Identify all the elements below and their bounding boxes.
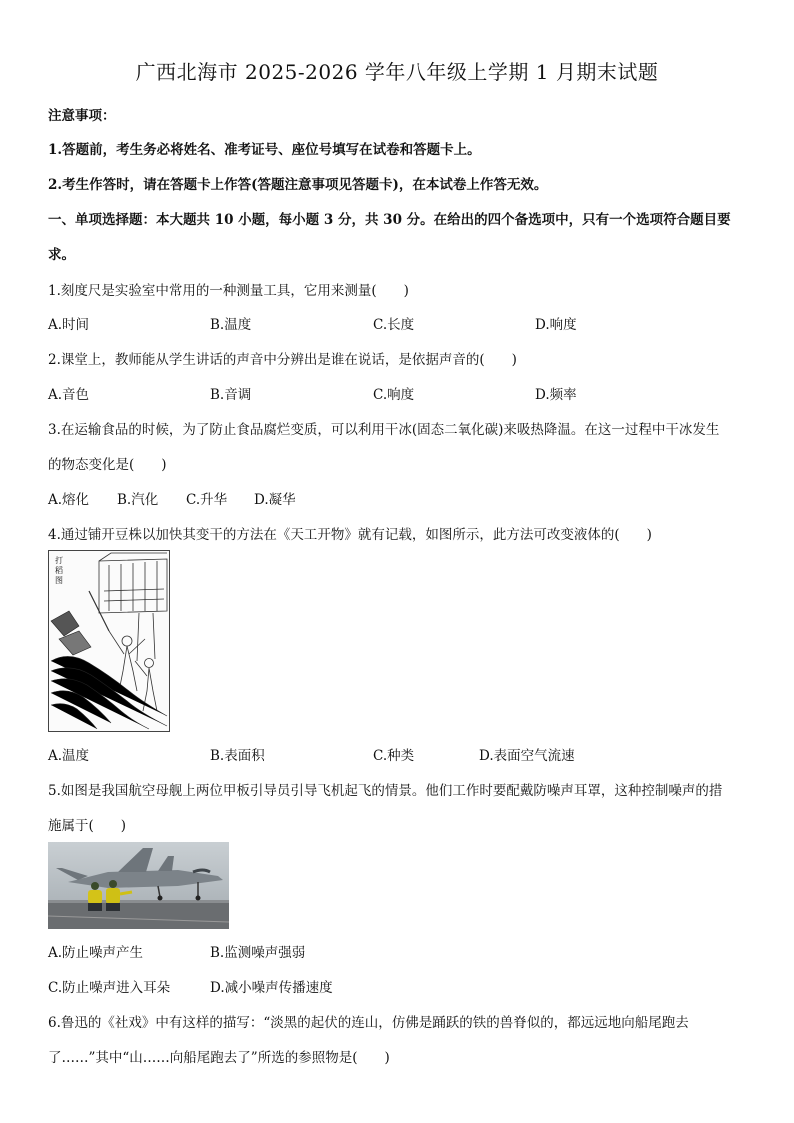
question-3-options [48,488,748,508]
option-d[interactable]: D.频率 [535,387,577,403]
page-title: 广西北海市 2025-2026 学年八年级上学期 1 月期末试题 [135,60,659,84]
question-5-options-row-1 [48,941,748,961]
option-c[interactable]: C.防止噪声进入耳朵 [48,980,171,996]
aircraft-carrier-drawing [48,842,229,929]
figure-caption [55,555,63,585]
option-a[interactable]: A.时间 [48,317,90,333]
section-heading-line-2: 求。 [48,247,75,263]
option-d[interactable]: D.凝华 [254,492,296,508]
notice-item-1: 1.答题前，考生务必将姓名、准考证号、座位号填写在试卷和答题卡上。 [48,142,481,158]
notice-heading: 注意事项： [48,108,116,124]
svg-text:稻: 稻 [55,566,63,575]
notice-item-2: 2.考生作答时，请在答题卡上作答(答题注意事项见答题卡)，在本试卷上作答无效。 [48,177,548,193]
option-d[interactable]: D.响度 [535,317,577,333]
question-5-stem-line-1: 5.如图是我国航空母舰上两位甲板引导员引导飞机起飞的情景。他们工作时要配戴防噪声耳罩，这种控制噪声的措 [48,783,723,799]
option-c[interactable]: C.响度 [373,387,415,403]
question-2-stem: 2.课堂上，教师能从学生讲话的声音中分辨出是谁在说话，是依据声音的( ) [48,352,517,368]
question-2-options [48,383,748,403]
option-b[interactable]: B.表面积 [210,748,265,764]
option-a[interactable]: A.熔化 [48,492,90,508]
option-d[interactable]: D.表面空气流速 [479,748,575,764]
question-4-options [48,744,748,764]
aircraft-carrier-photo [48,842,229,929]
question-1-options [48,313,748,333]
option-c[interactable]: C.升华 [186,492,228,508]
question-5-stem-line-2: 施属于( ) [48,818,127,834]
question-4-stem: 4.通过铺开豆株以加快其变干的方法在《天工开物》就有记载，如图所示，此方法可改变液体的( ) [48,527,652,543]
question-3-stem-line-1: 3.在运输食品的时候，为了防止食品腐烂变质，可以利用干冰(固态二氧化碳)来吸热降温。在这一过程中干冰发生 [48,422,720,438]
question-6-stem-line-2: 了……”其中“山……向船尾跑去了”所选的参照物是( ) [48,1050,390,1066]
woodcut-drawing [49,551,169,731]
svg-text:图: 图 [55,576,63,585]
question-1-stem: 1.刻度尺是实验室中常用的一种测量工具，它用来测量( ) [48,283,409,299]
section-heading-line-1: 一、单项选择题：本大题共 10 小题，每小题 3 分，共 30 分。在给出的四个备选项中，只有一个选项符合题目要 [48,212,731,228]
option-b[interactable]: B.监测噪声强弱 [210,945,306,961]
option-d[interactable]: D.减小噪声传播速度 [210,980,333,996]
question-5-options-row-2 [48,976,748,996]
woodcut-illustration [48,550,170,732]
option-b[interactable]: B.温度 [210,317,252,333]
option-a[interactable]: A.音色 [48,387,90,403]
option-b[interactable]: B.音调 [210,387,252,403]
option-c[interactable]: C.种类 [373,748,415,764]
svg-text:打: 打 [55,556,63,565]
option-a[interactable]: A.温度 [48,748,90,764]
option-c[interactable]: C.长度 [373,317,415,333]
question-3-stem-line-2: 的物态变化是( ) [48,457,167,473]
option-a[interactable]: A.防止噪声产生 [48,945,144,961]
question-6-stem-line-1: 6.鲁迅的《社戏》中有这样的描写：“淡黑的起伏的连山，仿佛是踊跃的铁的兽脊似的，都远远地向船尾跑去 [48,1015,689,1031]
option-b[interactable]: B.汽化 [117,492,159,508]
